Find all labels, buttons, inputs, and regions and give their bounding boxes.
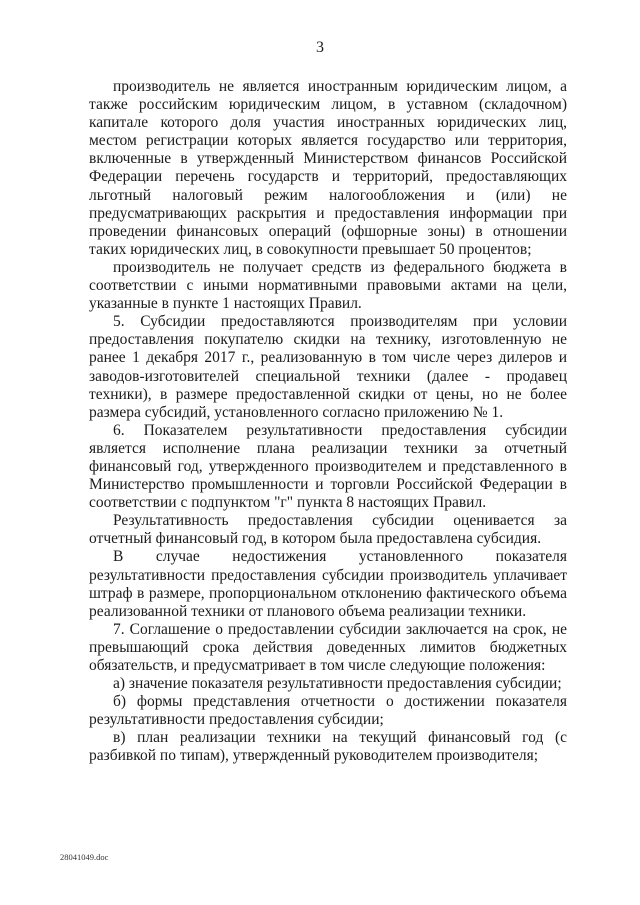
paragraph-subitem-v: в) план реализации техники на текущий финансовый год (с разбивкой по типам), утвержденный руководителем производителя; (89, 729, 567, 765)
document-file-code: 28041049.doc (60, 852, 109, 862)
paragraph-item-7: 7. Соглашение о предоставлении субсидии заключается на срок, не превышающий срока действия доведенных лимитов бюджетных обязательств, и предусматривает в том числе следующие положения: (89, 620, 567, 674)
paragraph-item-5: 5. Субсидии предоставляются производителям при условии предоставления покупателю скидки на технику, изготовленную не ранее 1 декабря 2017 г., реализованную в том числе через дилеров и заводов-изготовителей специальной техники (далее - продавец техники), в размере предоставленной скидки от цены, но не более размера субсидий, установленного согласно приложению № 1. (89, 313, 567, 421)
paragraph-subitem-a: а) значение показателя результативности предоставления субсидии; (113, 675, 562, 693)
page-number: 3 (316, 39, 324, 56)
paragraph-item-6: 6. Показателем результативности предоставления субсидии является исполнение плана реализации техники за отчетный финансовый год, утвержденного производителем и представленного в Министерство промышленности и торговли Российской Федерации в соответствии с подпунктом "г" пункта 8 настоящих Правил. (89, 421, 567, 512)
paragraph-effectiveness: Результативность предоставления субсидии оценивается за отчетный финансовый год, в котором была предоставлена субсидия. (89, 512, 567, 548)
paragraph-subitem-b: б) формы представления отчетности о достижении показателя результативности предоставления субсидии; (89, 693, 567, 729)
paragraph-offshore-condition: производитель не является иностранным юридическим лицом, а также российским юридическим лицом, в уставном (складочном) капитале которого доля участия иностранных юридических лиц, местом регистрации которых является государство или территория, включенные в утвержденный Министерством финансов Российской Федерации перечень государств и территорий, предоставляющих льготный налоговый режим налогообложения и (или) не предусматривающих раскрытия и предоставления информации при проведении финансовых операций (офшорные зоны) в отношении таких юридических лиц, в совокупности превышает 50 процентов; (89, 78, 567, 258)
paragraph-no-federal-funds: производитель не получает средств из федерального бюджета в соответствии с иными нормативными правовыми актами на цели, указанные в пункте 1 настоящих Правил. (89, 258, 567, 313)
document-body (89, 78, 567, 766)
paragraph-penalty: В случае недостижения установленного показателя результативности предоставления субсидии производитель уплачивает штраф в размере, пропорциональном отклонению фактического объема реализованной техники от планового объема реализации техники. (89, 548, 567, 620)
